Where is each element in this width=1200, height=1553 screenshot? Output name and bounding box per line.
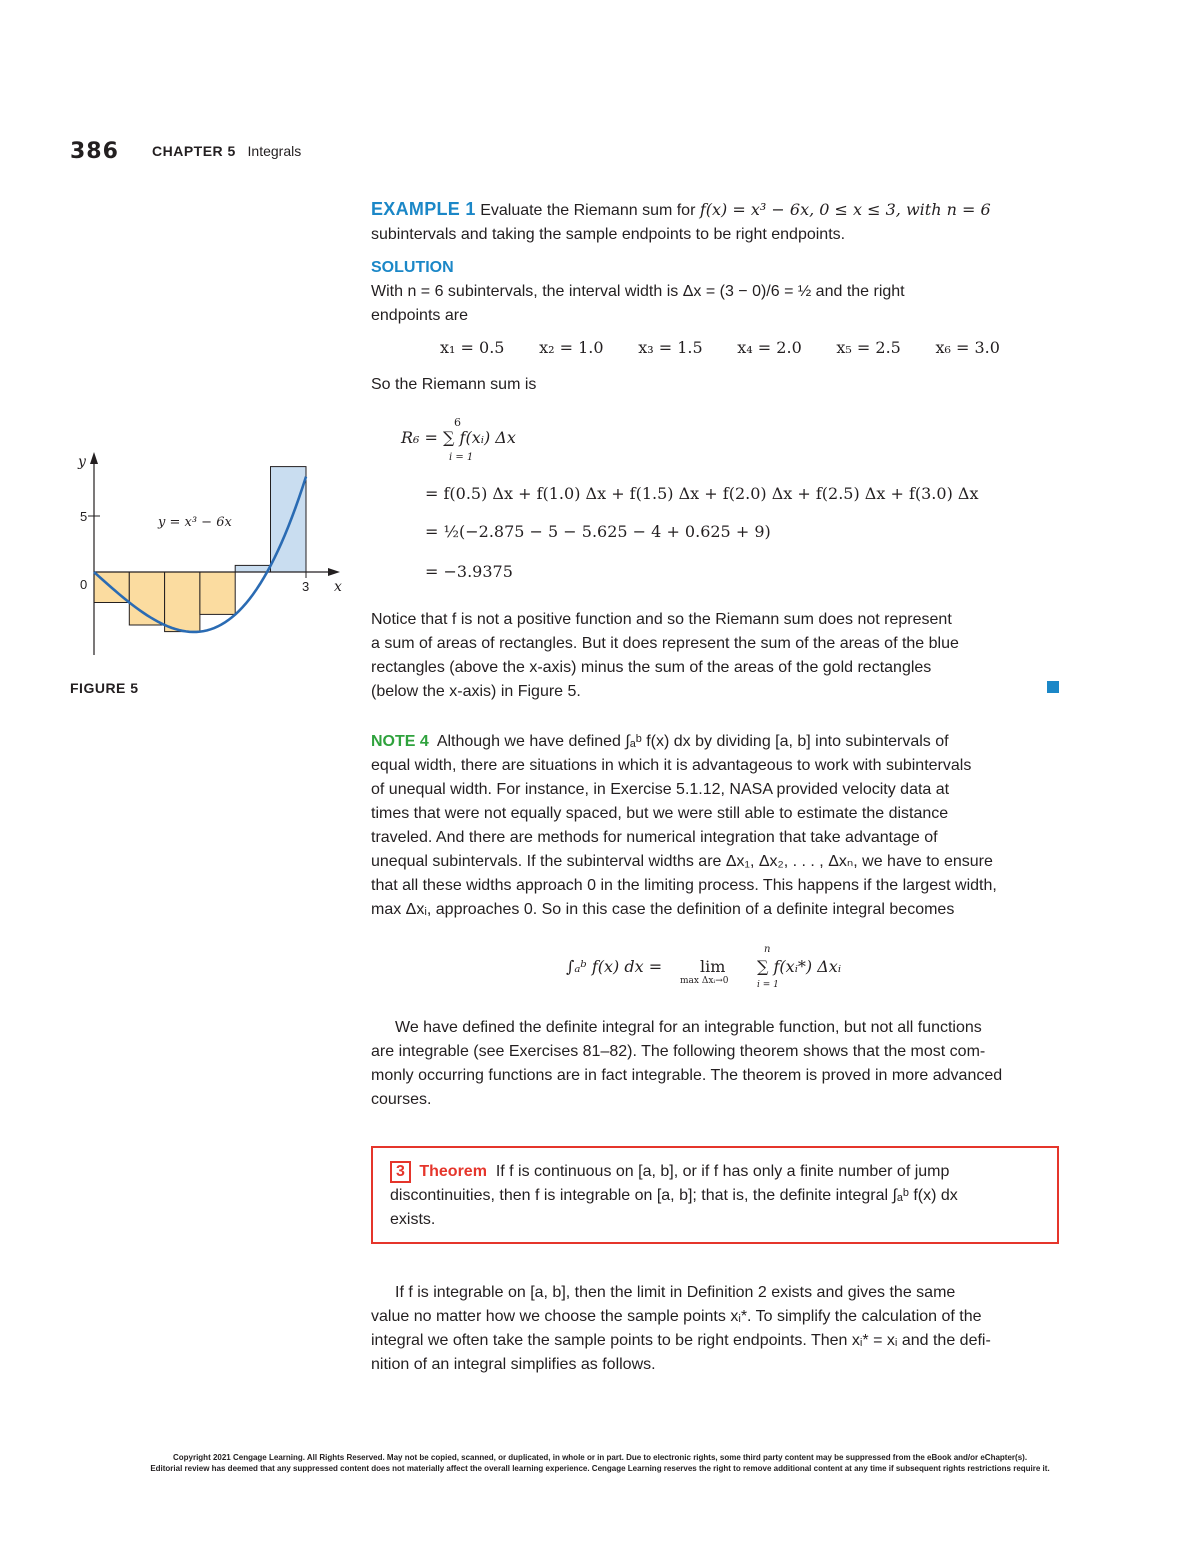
notice-line-3: rectangles (above the x-axis) minus the sum of the areas of the gold rectangles: [371, 659, 932, 676]
theorem-line-1: [390, 1160, 1040, 1184]
note-4-paragraph: [371, 730, 1059, 922]
solution-label: SOLUTION: [371, 259, 454, 276]
endpoint-1: x₁ = 0.5: [440, 338, 505, 357]
theorem-box: [371, 1146, 1059, 1244]
riemann-step-1: = f(0.5) Δx + f(1.0) Δx + f(1.5) Δx + f(2.0) Δx + f(2.5) Δx + f(3.0) Δx: [425, 484, 979, 503]
final-line-1: If f is integrable on [a, b], then the limit in Definition 2 exists and gives the same: [395, 1284, 956, 1301]
example-statement: [371, 197, 1059, 247]
chapter-title: Integrals: [247, 143, 302, 159]
formula-lim: lim: [700, 957, 726, 976]
end-of-example-square-icon: [1047, 681, 1059, 693]
final-line-2: value no matter how we choose the sample points xᵢ*. To simplify the calculation of the: [371, 1308, 982, 1325]
formula-sum-bottom: i = 1: [757, 980, 779, 990]
formula-sum: ∑ f(xᵢ*) Δxᵢ: [757, 957, 842, 976]
riemann-step-3: = −3.9375: [425, 562, 513, 581]
example-function: f(x) = x³ − 6x, 0 ≤ x ≤ 3, with n = 6: [699, 200, 991, 219]
endpoint-list: [440, 338, 1000, 357]
x-axis-label: x: [334, 579, 342, 595]
example-text-2: subintervals and taking the sample endpoints to be right endpoints.: [371, 226, 846, 243]
copyright-line-2: Editorial review has deemed that any suppressed content does not materially affect the overall learning experience. Cengage Learning reserves the right to remove additional content at any time if subsequent rights restrictions require it.: [150, 1464, 1050, 1473]
defined-paragraph: [371, 1016, 1059, 1112]
note-line-3: of unequal width. For instance, in Exercise 5.1.12, NASA provided velocity data at: [371, 781, 950, 798]
endpoint-2: x₂ = 1.0: [539, 338, 604, 357]
origin-label: 0: [80, 577, 88, 592]
riemann-intro: So the Riemann sum is: [371, 376, 537, 393]
final-line-3: integral we often take the sample points to be right endpoints. Then xᵢ* = xᵢ and the defi-: [371, 1332, 991, 1349]
theorem-number: 3: [390, 1161, 411, 1183]
rect-gold-2: [129, 572, 164, 625]
solution-line-1: With n = 6 subintervals, the interval width is Δx = (3 − 0)/6 = ½ and the right: [371, 283, 905, 300]
note-line-1-text: Although we have defined ∫ₐᵇ f(x) dx by dividing [a, b] into subintervals of: [436, 733, 949, 750]
final-line-4: nition of an integral simplifies as follows.: [371, 1356, 656, 1373]
formula-lim-subscript: max Δxᵢ→0: [680, 976, 729, 986]
curve-equation-label: y = x³ − 6x: [158, 515, 232, 530]
rect-gold-3: [165, 572, 200, 632]
theorem-line-1-text: If f is continuous on [a, b], or if f has only a finite number of jump: [495, 1163, 950, 1180]
riemann-sum-r6: R₆ = ∑ f(xᵢ) Δx: [401, 428, 516, 447]
x-axis-arrow-icon: [328, 568, 340, 576]
notice-line-2: a sum of areas of rectangles. But it does represent the sum of the areas of the blue: [371, 635, 959, 652]
figure-caption: FIGURE 5: [70, 680, 139, 696]
figure-5-graph: [60, 450, 360, 660]
note-4-label: NOTE 4: [371, 733, 429, 750]
endpoint-3: x₃ = 1.5: [638, 338, 703, 357]
defined-line-4: courses.: [371, 1091, 432, 1108]
defined-line-3: monly occurring functions are in fact integrable. The theorem is proved in more advanced: [371, 1067, 1003, 1084]
note-line-1: [371, 730, 1059, 754]
copyright-notice: [60, 1452, 1140, 1474]
formula-sum-top: n: [764, 944, 771, 955]
theorem-text: [390, 1160, 1040, 1232]
sum-lower-limit: i = 1: [449, 452, 474, 463]
defined-line-2: are integrable (see Exercises 81–82). The following theorem shows that the most com-: [371, 1043, 986, 1060]
page-header: [70, 138, 302, 164]
theorem-line-2: discontinuities, then f is integrable on [a, b]; that is, the definite integral ∫ₐᵇ f(x) dx: [390, 1187, 958, 1204]
solution-line-2: endpoints are: [371, 307, 468, 324]
x-tick-label-3: 3: [302, 579, 310, 594]
note-line-6: unequal subintervals. If the subinterval widths are Δx₁, Δx₂, . . . , Δxₙ, we have to ensure: [371, 853, 993, 870]
endpoint-6: x₆ = 3.0: [935, 338, 1000, 357]
note-line-2: equal width, there are situations in which it is advantageous to work with subintervals: [371, 757, 972, 774]
theorem-line-3: exists.: [390, 1211, 436, 1228]
notice-line-4: (below the x-axis) in Figure 5.: [371, 683, 581, 700]
note-line-7: that all these widths approach 0 in the limiting process. This happens if the largest width,: [371, 877, 997, 894]
note-line-5: traveled. And there are methods for numerical integration that take advantage of: [371, 829, 938, 846]
solution-block: [371, 256, 1059, 328]
rect-gold-4: [200, 572, 235, 614]
note-line-8: max Δxᵢ, approaches 0. So in this case the definition of a definite integral becomes: [371, 901, 955, 918]
chapter-label: CHAPTER 5: [152, 143, 236, 159]
endpoint-5: x₅ = 2.5: [836, 338, 901, 357]
theorem-label: Theorem: [419, 1163, 487, 1180]
example-label: EXAMPLE 1: [371, 199, 476, 219]
rect-blue-5: [235, 565, 270, 572]
example-text-1: Evaluate the Riemann sum for: [480, 202, 696, 219]
y-tick-label-5: 5: [80, 509, 88, 524]
defined-line-1: We have defined the definite integral for an integrable function, but not all functions: [395, 1019, 982, 1036]
notice-paragraph: [371, 608, 1059, 704]
chapter-heading: [152, 143, 301, 159]
notice-line-1: Notice that f is not a positive function and so the Riemann sum does not represent: [371, 611, 952, 628]
y-axis-label: y: [78, 454, 86, 470]
sum-upper-limit: 6: [454, 416, 461, 429]
note-line-4: times that were not equally spaced, but we were still able to estimate the distance: [371, 805, 949, 822]
riemann-step-2: = ½(−2.875 − 5 − 5.625 − 4 + 0.625 + 9): [425, 522, 771, 541]
y-axis-arrow-icon: [90, 452, 98, 464]
page-number: 386: [70, 139, 119, 164]
formula-integral: ∫ₐᵇ f(x) dx =: [566, 957, 663, 976]
final-paragraph: [371, 1281, 1059, 1377]
copyright-line-1: Copyright 2021 Cengage Learning. All Rights Reserved. May not be copied, scanned, or duplicated, in whole or in part. Due to electronic rights, some third party content may be suppressed from the eBook and/or eChapter(s).: [172, 1453, 1028, 1462]
endpoint-4: x₄ = 2.0: [737, 338, 802, 357]
